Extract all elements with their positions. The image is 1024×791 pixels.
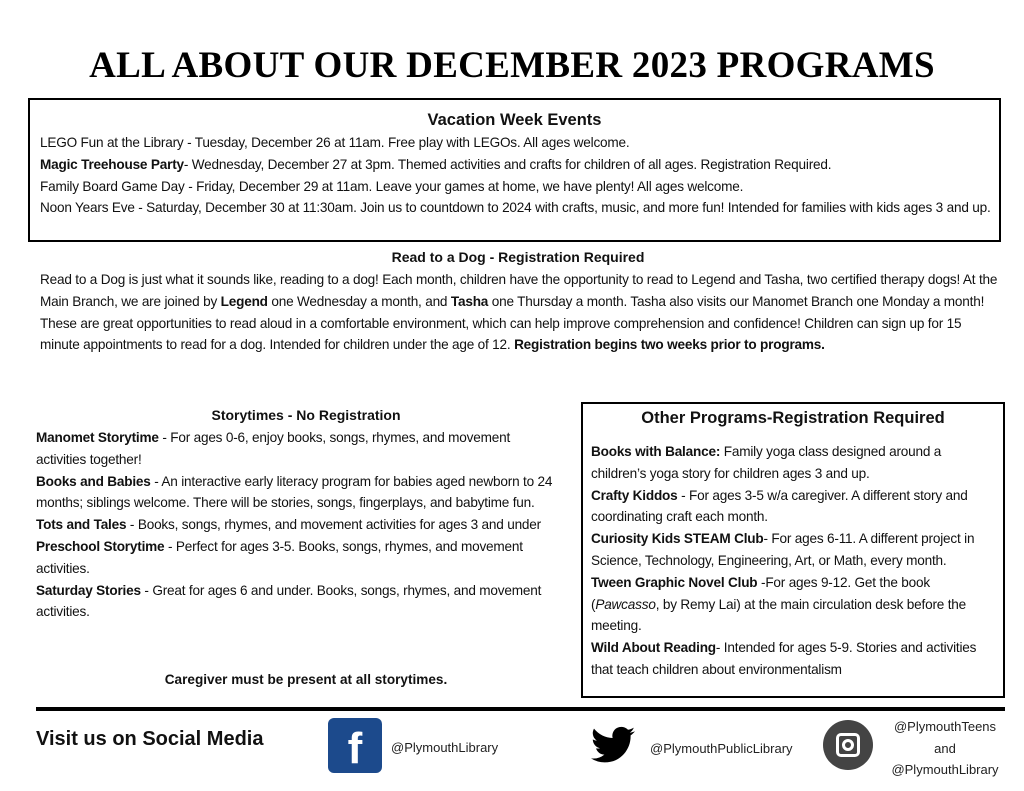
list-item xyxy=(36,471,561,515)
item-title: Preschool Storytime xyxy=(36,538,165,554)
and-text: and xyxy=(934,740,956,756)
facebook-handle[interactable]: @PlymouthLibrary xyxy=(391,740,499,755)
item-title: Tots and Tales xyxy=(36,517,127,533)
item-title: Crafty Kiddos xyxy=(591,487,678,503)
book-title: Pawcasso xyxy=(595,596,656,612)
instagram-handle[interactable]: @PlymouthLibrary xyxy=(891,762,999,777)
item-title: Wild About Reading xyxy=(591,640,716,656)
list-item xyxy=(40,154,995,176)
storytimes-heading: Storytimes - No Registration xyxy=(211,407,401,423)
list-item xyxy=(591,485,999,529)
list-item xyxy=(591,441,999,485)
divider xyxy=(36,707,1005,711)
item-text: LEGO Fun at the Library - Tuesday, December 26 at 11am. Free play with LEGOs. All ages welcome. xyxy=(40,135,630,150)
read-to-dog-paragraph xyxy=(40,269,1000,356)
item-title: Books and Babies xyxy=(36,473,151,489)
instagram-handle[interactable]: @PlymouthTeens xyxy=(893,719,997,734)
twitter-icon[interactable] xyxy=(586,722,640,770)
item-text: - Great for ages 6 and under. Books, songs, rhymes, and movement activities. xyxy=(36,582,542,620)
vacation-list xyxy=(40,132,995,219)
vacation-heading: Vacation Week Events xyxy=(427,111,602,129)
list-item xyxy=(40,176,995,198)
caregiver-note: Caregiver must be present at all storytimes. xyxy=(164,672,448,687)
list-item xyxy=(40,132,995,154)
item-title: Tween Graphic Novel Club xyxy=(591,574,758,590)
text: one Thursday a month. Tasha also visits our Manomet Branch one Monday a month! These are great opportunities to read aloud in a comfortable environment, which can help improve comprehension and confidence! Children can sign up for 15 minute appointments to read for a dog. Intended for children under the age of 12. xyxy=(40,293,985,353)
text: one Wednesday a month, and xyxy=(267,293,451,309)
list-item xyxy=(40,197,995,219)
instagram-icon[interactable] xyxy=(823,720,873,770)
item-text: - For ages 3-5 w/a caregiver. A different story and coordinating craft each month. xyxy=(591,487,968,525)
item-title: Manomet Storytime xyxy=(36,430,159,445)
list-item xyxy=(591,528,999,572)
facebook-icon[interactable]: f xyxy=(328,718,382,773)
vacation-week-box xyxy=(28,98,1001,242)
item-text: - For ages 0-6, enjoy books, songs, rhymes, and movement activities together! xyxy=(36,430,511,467)
list-item xyxy=(36,514,561,536)
legend-name: Legend xyxy=(220,293,268,309)
item-text: - Intended for ages 5-9. Stories and activities that teach children about environmentalism xyxy=(591,640,977,677)
registration-note: Registration begins two weeks prior to programs. xyxy=(514,337,825,353)
instagram-handles xyxy=(880,716,1010,781)
item-text: - An interactive early literacy program for babies aged newborn to 24 months; siblings welcome. There will be stories, songs, fingerplays, and babytime fun. xyxy=(36,473,553,511)
list-item xyxy=(591,637,999,681)
page-title: ALL ABOUT OUR DECEMBER 2023 PROGRAMS xyxy=(89,45,935,86)
tasha-name: Tasha xyxy=(450,293,489,309)
social-media-label: Visit us on Social Media xyxy=(36,728,264,750)
item-title: Magic Treehouse Party xyxy=(40,156,184,172)
item-text: -For ages 9-12. Get the book ( xyxy=(591,574,930,612)
other-programs-heading: Other Programs-Registration Required xyxy=(641,409,945,427)
item-text: , by Remy Lai) at the main circulation desk before the meeting. xyxy=(591,596,967,634)
item-text: Family Board Game Day - Friday, December 29 at 11am. Leave your games at home, we have plenty! All ages welcome. xyxy=(40,178,744,194)
other-programs-box xyxy=(581,402,1005,698)
twitter-handle[interactable]: @PlymouthPublicLibrary xyxy=(650,741,793,756)
list-item xyxy=(36,427,561,471)
storytimes-list xyxy=(36,427,561,623)
read-to-dog-heading: Read to a Dog - Registration Required xyxy=(391,249,645,265)
list-item xyxy=(36,536,561,580)
item-text: Family yoga class designed around a children’s yoga story for children ages 3 and up. xyxy=(591,444,942,481)
list-item xyxy=(591,572,999,637)
item-title: Books with Balance: xyxy=(591,444,721,459)
item-title: Curiosity Kids STEAM Club xyxy=(591,531,764,547)
text: Read to a Dog is just what it sounds like, reading to a dog! Each month, children have the opportunity to read to Legend and Tasha, two certified therapy dogs! At the Main Branch, we are joined by xyxy=(40,272,998,309)
list-item xyxy=(36,580,561,624)
other-programs-list xyxy=(591,441,999,681)
item-text: - For ages 6-11. A different project in Science, Technology, Engineering, Art, or Math, every month. xyxy=(591,531,975,568)
item-text: - Books, songs, rhymes, and movement activities for ages 3 and under xyxy=(126,517,541,533)
item-text: Noon Years Eve - Saturday, December 30 at 11:30am. Join us to countdown to 2024 with crafts, music, and more fun! Intended for families with kids ages 3 and up. xyxy=(40,200,991,216)
item-title: Saturday Stories xyxy=(36,582,141,598)
item-text: - Wednesday, December 27 at 3pm. Themed activities and crafts for children of all ages. Registration Required. xyxy=(183,156,832,172)
item-text: - Perfect for ages 3-5. Books, songs, rhymes, and movement activities. xyxy=(36,538,523,576)
